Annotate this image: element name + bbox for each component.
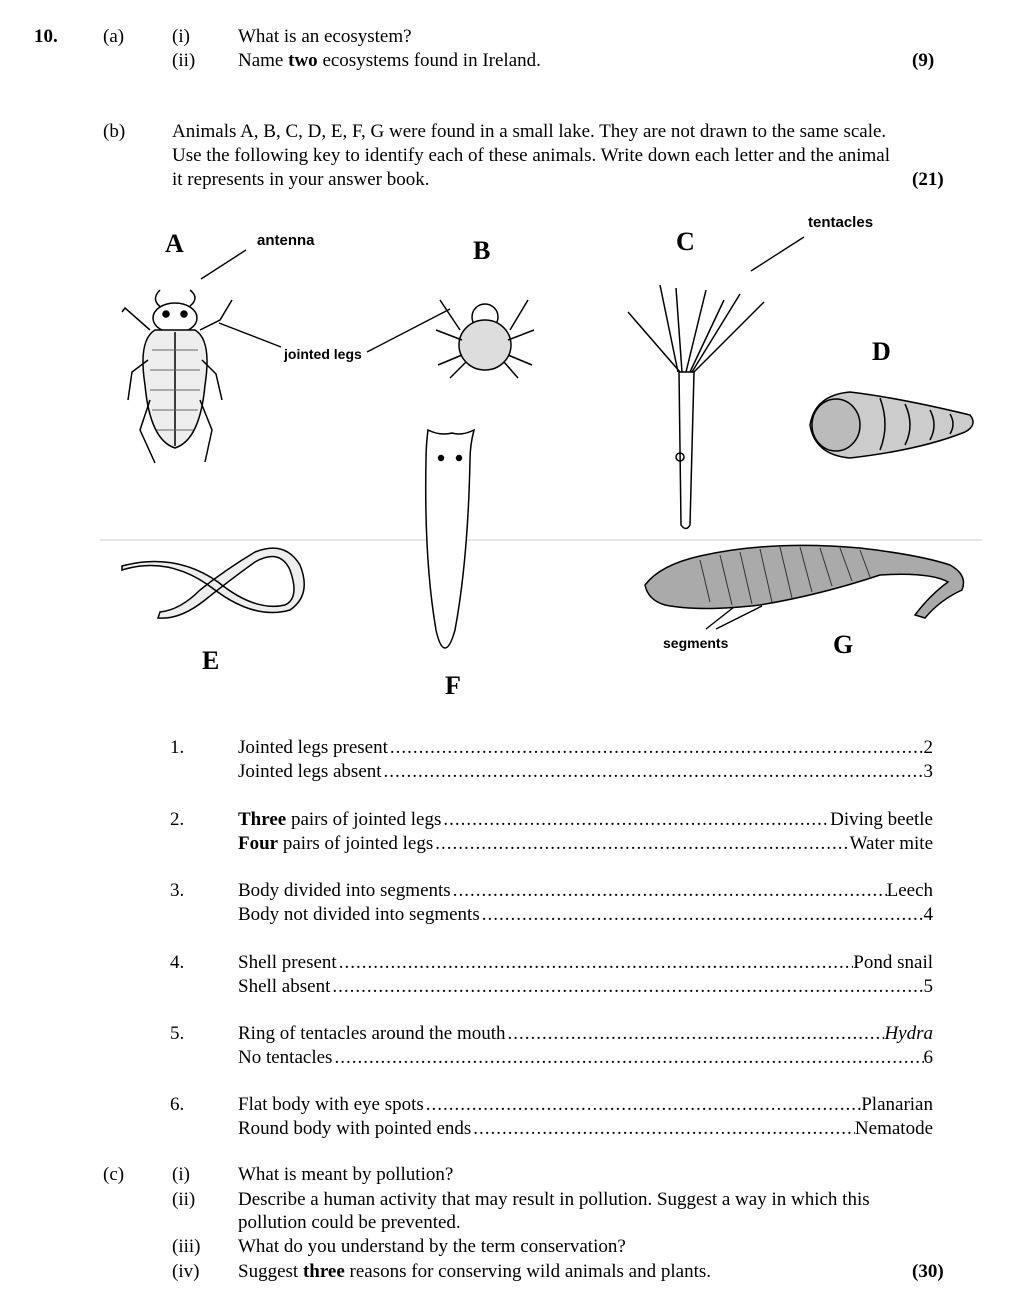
part-b-marks: (21) — [912, 169, 944, 190]
part-a-i-text: What is an ecosystem? — [238, 26, 412, 47]
part-b-line3: it represents in your answer book. — [172, 169, 430, 190]
key-leader-dots — [337, 951, 854, 975]
key-result: 3 — [923, 761, 933, 782]
key-result: Leech — [886, 880, 933, 901]
key-description-text: Shell absent — [238, 976, 331, 997]
key-result: Nematode — [854, 1118, 933, 1139]
key-description-bold: Four — [238, 833, 279, 854]
key-result: Planarian — [861, 1094, 933, 1115]
key-description — [238, 1046, 332, 1070]
nematode-drawing — [122, 548, 304, 618]
part-b-line1: Animals A, B, C, D, E, F, G were found in a small lake. They are not drawn to the same scale. — [172, 121, 887, 142]
key-row — [238, 1093, 933, 1117]
key-leader-dots — [330, 975, 923, 999]
key-leader-dots — [441, 808, 830, 832]
key-number: 4. — [170, 952, 185, 973]
key-number: 3. — [170, 880, 185, 901]
key-description — [238, 879, 451, 903]
key-description-text: Body divided into segments — [238, 880, 451, 901]
part-b-line2: Use the following key to identify each of these animals. Write down each letter and the animal — [172, 145, 891, 166]
part-a-ii-text: Name two ecosystems found in Ireland. — [238, 50, 541, 71]
key-row — [238, 736, 933, 760]
key-description — [238, 1093, 424, 1117]
key-leader-dots — [382, 760, 924, 784]
key-description-bold: Three — [238, 809, 287, 830]
key-leader-dots — [471, 1117, 855, 1141]
jointed-legs-leader-a — [219, 323, 281, 347]
part-c-i-text: What is meant by pollution? — [238, 1164, 454, 1185]
part-c-iv-text: Suggest three reasons for conserving wild animals and plants. — [238, 1261, 711, 1282]
key-leader-dots — [332, 1046, 923, 1070]
key-result: 2 — [923, 737, 933, 758]
key-leader-dots — [433, 832, 849, 856]
key-row — [238, 808, 933, 832]
part-c-marks: (30) — [912, 1261, 944, 1282]
key-description-text: Body not divided into segments — [238, 904, 480, 925]
key-result: Hydra — [884, 1023, 933, 1044]
key-description — [238, 808, 441, 832]
key-description — [238, 1022, 506, 1046]
key-result: Water mite — [849, 833, 933, 854]
key-description — [238, 951, 337, 975]
hydra-drawing — [628, 285, 764, 529]
part-a-marks: (9) — [912, 50, 935, 71]
key-row — [238, 832, 933, 856]
part-c-iii-label: (iii) — [172, 1236, 201, 1257]
key-description-text: pairs of jointed legs — [286, 809, 442, 830]
part-a-label: (a) — [103, 26, 125, 47]
key-description-text: Flat body with eye spots — [238, 1094, 424, 1115]
key-result: 4 — [923, 904, 933, 925]
part-c-ii-line2: pollution could be prevented. — [238, 1212, 461, 1233]
key-row — [238, 879, 933, 903]
letter-d: D — [872, 337, 891, 366]
antenna-leader-line — [201, 250, 246, 279]
key-description — [238, 1117, 471, 1141]
letter-b: B — [473, 236, 491, 265]
key-row — [238, 1046, 933, 1070]
part-c-i-label: (i) — [172, 1164, 190, 1185]
question-number: 10. — [34, 26, 58, 47]
key-row — [238, 951, 933, 975]
label-tentacles: tentacles — [808, 214, 874, 231]
part-c-iii-text: What do you understand by the term conservation? — [238, 1236, 626, 1257]
part-c-label: (c) — [103, 1164, 125, 1185]
key-description-text: No tentacles — [238, 1047, 333, 1068]
key-description — [238, 736, 388, 760]
letter-a: A — [165, 229, 184, 258]
letter-c: C — [676, 227, 695, 256]
key-number: 1. — [170, 737, 185, 758]
label-segments: segments — [663, 635, 729, 651]
key-description — [238, 832, 433, 856]
key-description — [238, 903, 480, 927]
key-leader-dots — [388, 736, 924, 760]
key-leader-dots — [451, 879, 887, 903]
key-description-text: Round body with pointed ends — [238, 1118, 472, 1139]
key-row — [238, 975, 933, 999]
letter-g: G — [833, 630, 854, 659]
label-antenna: antenna — [257, 232, 315, 249]
pond-snail-drawing — [810, 392, 973, 458]
key-result: 5 — [923, 976, 933, 997]
key-number: 2. — [170, 809, 185, 830]
planarian-drawing — [426, 430, 474, 648]
key-row — [238, 1117, 933, 1141]
key-leader-dots — [506, 1022, 885, 1046]
key-description-text: pairs of jointed legs — [278, 833, 434, 854]
letter-e: E — [202, 646, 220, 675]
segments-leader-b — [716, 606, 762, 629]
part-b-label: (b) — [103, 121, 126, 142]
key-leader-dots — [424, 1093, 861, 1117]
key-result: 6 — [923, 1047, 933, 1068]
part-a-ii-label: (ii) — [172, 50, 196, 71]
water-mite-drawing — [436, 300, 534, 378]
tentacles-leader-line — [751, 237, 804, 271]
key-description — [238, 975, 330, 999]
key-number: 5. — [170, 1023, 185, 1044]
key-row — [238, 903, 933, 927]
key-result: Pond snail — [853, 952, 933, 973]
part-c-iv-label: (iv) — [172, 1261, 200, 1282]
key-description-text: Shell present — [238, 952, 337, 973]
key-description-text: Ring of tentacles around the mouth — [238, 1023, 506, 1044]
part-c-ii-label: (ii) — [172, 1189, 196, 1210]
key-number: 6. — [170, 1094, 185, 1115]
key-description-text: Jointed legs absent — [238, 761, 382, 782]
key-result: Diving beetle — [830, 809, 933, 830]
label-jointed-legs: jointed legs — [284, 346, 362, 362]
beetle-drawing — [122, 290, 232, 463]
key-row — [238, 760, 933, 784]
part-a-i-label: (i) — [172, 26, 190, 47]
key-row — [238, 1022, 933, 1046]
key-description — [238, 760, 382, 784]
letter-f: F — [445, 671, 461, 700]
key-leader-dots — [480, 903, 924, 927]
leech-drawing — [645, 545, 964, 618]
key-description-text: Jointed legs present — [238, 737, 388, 758]
part-c-ii-line1: Describe a human activity that may result in pollution. Suggest a way in which this — [238, 1189, 870, 1210]
